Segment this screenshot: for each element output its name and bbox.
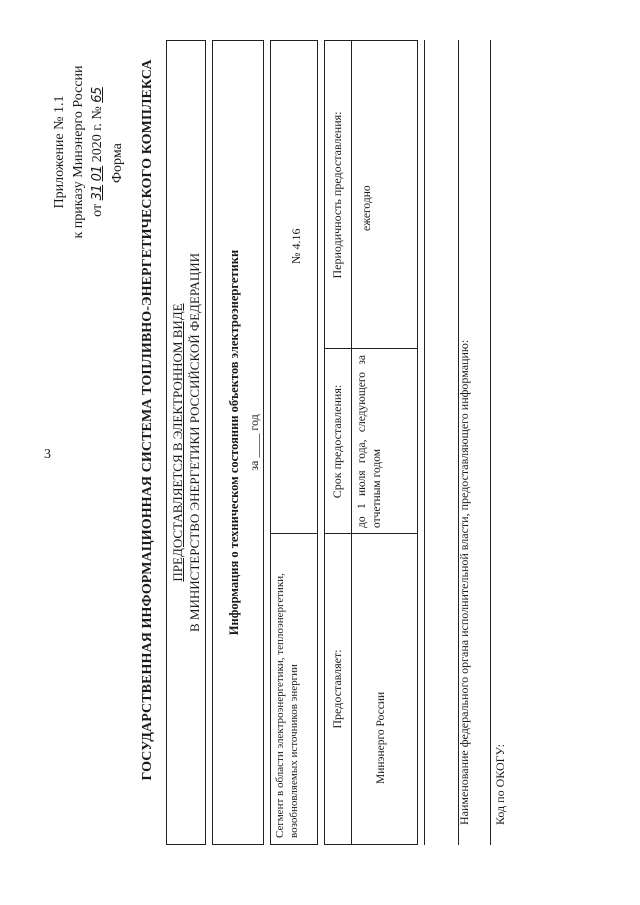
provider-cell: Минэнерго России	[375, 691, 387, 784]
date-month: 01	[90, 165, 105, 182]
page-number: 3	[44, 447, 51, 462]
appendix-block	[50, 47, 107, 257]
separator-line	[458, 40, 459, 845]
info-title: Информация о техническом состоянии объектов электроэнергетики	[227, 249, 241, 636]
main-title: ГОСУДАРСТВЕННАЯ ИНФОРМАЦИОННАЯ СИСТЕМА ТОПЛИВНО-ЭНЕРГЕТИЧЕСКОГО КОМПЛЕКСА	[140, 59, 155, 781]
okogu-label: Код по ОКОГУ:	[493, 744, 507, 825]
segment-divider	[271, 533, 317, 534]
submission-table	[324, 40, 418, 845]
form-label: Форма	[110, 143, 125, 183]
date-day: 31	[90, 184, 105, 201]
periodicity-cell: ежегодно	[361, 185, 373, 231]
electronic-line-2: В МИНИСТЕРСТВО ЭНЕРГЕТИКИ РОССИЙСКОЙ ФЕДЕРАЦИИ	[187, 253, 202, 632]
deadline-cell: до 1 июля года, следующего за отчетным годом	[356, 355, 383, 528]
form-number: № 4.16	[289, 228, 303, 264]
electronic-line-1: ПРЕДОСТАВЛЯЕТСЯ В ЭЛЕКТРОННОМ ВИДЕ	[170, 303, 185, 582]
appendix-date-line	[88, 47, 107, 257]
organ-name-label: Наименование федерального органа исполнительной власти, предоставляющего информацию:	[457, 339, 471, 825]
segment-text: Сегмент в области электроэнергетики, теплоэнергетики, возобновляемых источников энергии	[274, 573, 300, 838]
header-deadline: Срок предоставления:	[325, 349, 352, 534]
header-provider: Предоставляет:	[325, 534, 352, 844]
electronic-submission-box	[166, 40, 206, 845]
date-prefix: от	[90, 203, 105, 217]
date-year: 2020 г. №	[90, 106, 105, 163]
info-title-box	[212, 40, 264, 845]
form-segment-box	[270, 40, 318, 845]
info-period: за ____ год	[247, 414, 261, 471]
separator-line	[490, 40, 491, 845]
appendix-line-2: к приказу Минэнерго России	[71, 65, 86, 239]
separator-line	[424, 40, 425, 845]
order-number: 65	[90, 87, 105, 103]
header-periodicity: Периодичность предоставления:	[325, 41, 352, 349]
appendix-line-1: Приложение № 1.1	[52, 95, 67, 209]
